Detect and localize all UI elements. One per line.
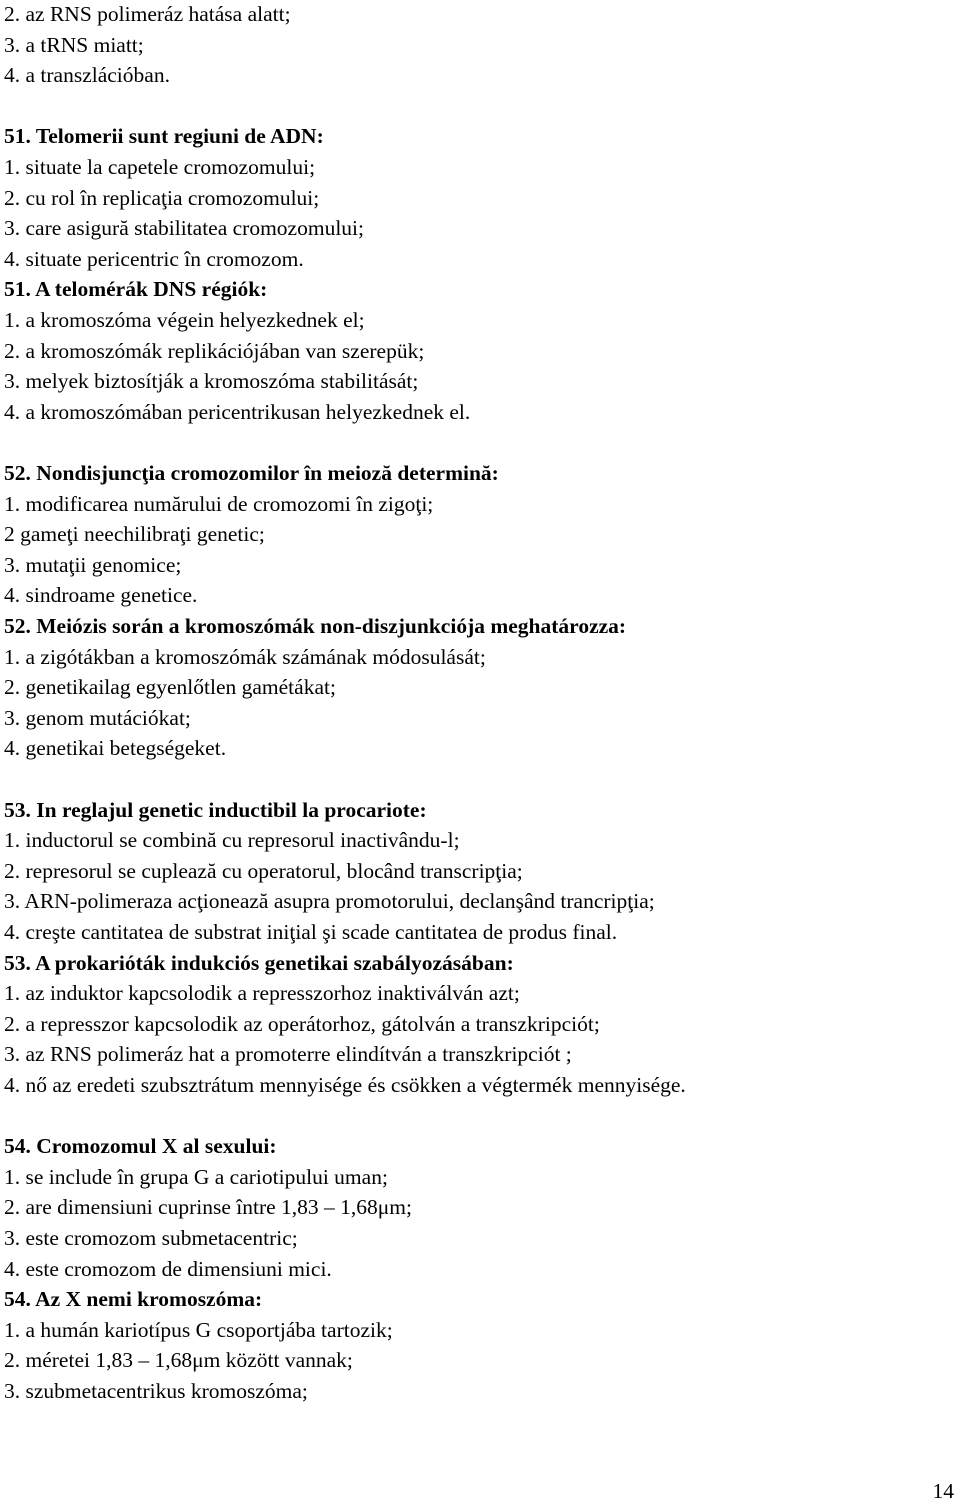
- answer-line: 4. genetikai betegségeket.: [4, 736, 227, 761]
- question-heading: 54. Az X nemi kromoszóma:: [4, 1287, 263, 1312]
- answer-line: 2. cu rol în replicaţia cromozomului;: [4, 185, 320, 210]
- answer-line: 4. sindroame genetice.: [4, 583, 198, 608]
- answer-line: 3. szubmetacentrikus kromoszóma;: [4, 1379, 308, 1403]
- question-heading: 51. A telomérák DNS régiók:: [4, 277, 268, 302]
- answer-line: 1. inductorul se combină cu represorul inactivându-l;: [4, 828, 460, 853]
- answer-line: 3. a tRNS miatt;: [4, 32, 144, 57]
- answer-line: 4. creşte cantitatea de substrat iniţial şi scade cantitatea de produs final.: [4, 920, 618, 944]
- answer-line: 1. a zigótákban a kromoszómák számának módosulását;: [4, 644, 486, 669]
- answer-line: 2. are dimensiuni cuprinse între 1,83 – 1,68μm;: [4, 1195, 413, 1220]
- answer-line: 3. genom mutációkat;: [4, 705, 191, 730]
- answer-line: 3. az RNS polimeráz hat a promoterre elindítván a transzkripciót ;: [4, 1042, 572, 1067]
- answer-line: 1. az induktor kapcsolodik a represszorhoz inaktiválván azt;: [4, 981, 520, 1006]
- answer-line: 2. az RNS polimeráz hatása alatt;: [4, 2, 291, 26]
- answer-line: 2. genetikailag egyenlőtlen gamétákat;: [4, 675, 336, 700]
- answer-line: 2. a kromoszómák replikációjában van szerepük;: [4, 338, 425, 363]
- answer-line: 2. represorul se cuplează cu operatorul, blocând transcripţia;: [4, 858, 523, 883]
- answer-line: 1. a kromoszóma végein helyezkednek el;: [4, 308, 365, 332]
- answer-line: 1. a humán kariotípus G csoportjába tartozik;: [4, 1317, 393, 1342]
- answer-line: 4. este cromozom de dimensiuni mici.: [4, 1256, 332, 1281]
- answer-line: 4. situate pericentric în cromozom.: [4, 246, 304, 271]
- answer-line: 3. care asigură stabilitatea cromozomului;: [4, 216, 364, 241]
- answer-line: 3. ARN-polimeraza acţionează asupra promotorului, declanşând trancripţia;: [4, 889, 655, 914]
- question-heading: 53. A prokarióták indukciós genetikai szabályozásában:: [4, 950, 514, 975]
- question-heading: 52. Meiózis során a kromoszómák non-diszjunkciója meghatározza:: [4, 614, 627, 638]
- answer-line: 4. nő az eredeti szubsztrátum mennyisége és csökken a végtermék mennyisége.: [4, 1073, 686, 1097]
- answer-line: 1. se include în grupa G a cariotipului uman;: [4, 1164, 388, 1189]
- answer-line: 2. a represszor kapcsolodik az operátorhoz, gátolván a transzkripciót;: [4, 1011, 600, 1036]
- answer-line: 1. modificarea numărului de cromozomi în zigoţi;: [4, 491, 434, 516]
- answer-line: 3. melyek biztosítják a kromoszóma stabilitását;: [4, 369, 419, 394]
- answer-line: 4. a kromoszómában pericentrikusan helyezkednek el.: [4, 399, 471, 424]
- answer-line: 4. a transzlációban.: [4, 63, 170, 88]
- question-heading: 54. Cromozomul X al sexului:: [4, 1134, 277, 1159]
- question-heading: 52. Nondisjuncţia cromozomilor în meioză determină:: [4, 461, 499, 485]
- answer-line: 1. situate la capetele cromozomului;: [4, 155, 316, 179]
- answer-line: 3. mutaţii genomice;: [4, 552, 182, 577]
- answer-line: 3. este cromozom submetacentric;: [4, 1226, 298, 1250]
- question-heading: 53. In reglajul genetic inductibil la procariote:: [4, 797, 427, 822]
- page-number: 14: [932, 1479, 954, 1503]
- question-heading: 51. Telomerii sunt regiuni de ADN:: [4, 124, 324, 149]
- answer-line: 2 gameţi neechilibraţi genetic;: [4, 522, 265, 547]
- answer-line: 2. méretei 1,83 – 1,68μm között vannak;: [4, 1348, 353, 1373]
